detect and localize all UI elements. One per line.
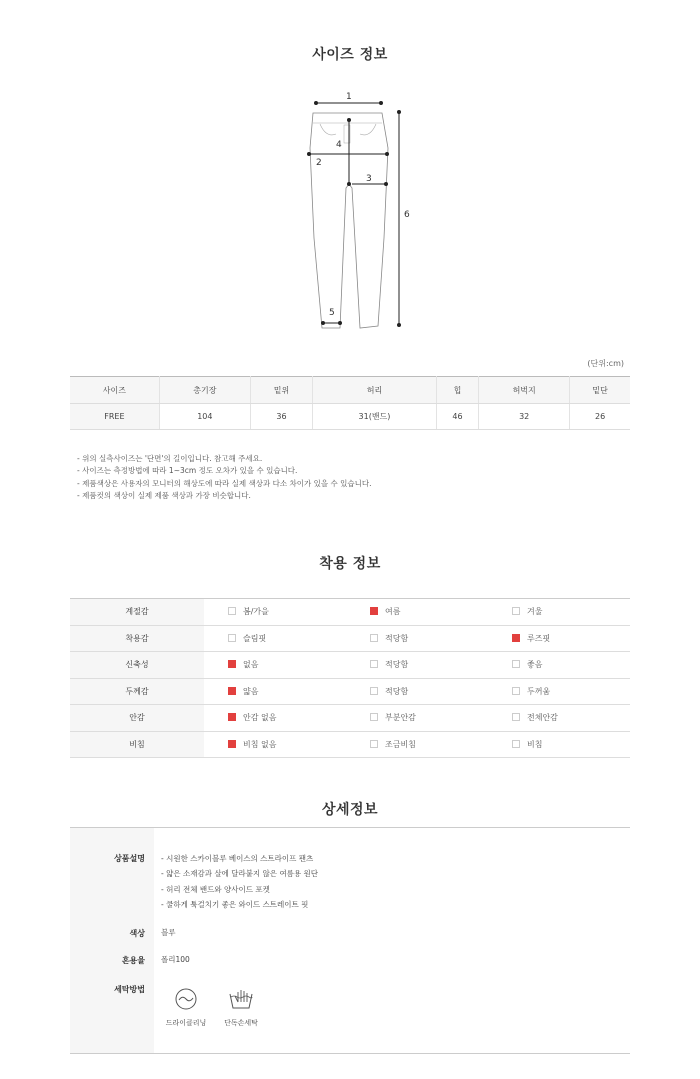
diagram-label-2: 2 (316, 158, 322, 168)
fit-option (346, 705, 488, 732)
unchecked-box-icon (512, 713, 520, 721)
size-header-hem: 밑단 (570, 377, 630, 404)
size-header-rise: 밑위 (250, 377, 312, 404)
fit-row (70, 625, 630, 652)
fit-option (204, 678, 346, 705)
fit-option (346, 731, 488, 758)
fit-row (70, 705, 630, 732)
fit-table (70, 598, 630, 758)
size-header-waist: 허리 (312, 377, 436, 404)
unchecked-box-icon (370, 740, 378, 748)
fit-option (488, 678, 630, 705)
diagram-label-3: 3 (366, 174, 372, 184)
fit-option (346, 652, 488, 679)
diagram-label-1: 1 (346, 92, 352, 102)
size-header-hip: 힙 (436, 377, 478, 404)
size-cell-rise: 36 (250, 404, 312, 430)
fit-option-label: 슬림핏 (243, 633, 267, 643)
fit-option-label: 얇음 (243, 686, 259, 696)
description-line: - 허리 전체 밴드와 양사이드 포켓 (161, 884, 270, 894)
fit-option-label: 안감 없음 (243, 713, 277, 723)
size-cell-waist: 31(밴드) (312, 404, 436, 430)
size-notes (77, 453, 372, 502)
description-line: - 얇은 소재감과 살에 달라붙지 않은 여름용 원단 (161, 869, 319, 879)
fit-option (488, 652, 630, 679)
size-header-total-length: 총기장 (159, 377, 250, 404)
material-label: 혼용율 (121, 956, 145, 965)
fit-option (346, 599, 488, 626)
fit-row-label: 비침 (70, 731, 204, 758)
fit-row-label: 계절감 (70, 599, 204, 626)
fit-option (204, 599, 346, 626)
fit-option (204, 652, 346, 679)
fit-row (70, 652, 630, 679)
size-note: - 사이즈는 측정방법에 따라 1~3cm 정도 오차가 있을 수 있습니다. (77, 466, 298, 476)
fit-option-label: 적당함 (385, 686, 409, 696)
checked-box-icon (228, 713, 236, 721)
diagram-label-4: 4 (336, 140, 342, 150)
unchecked-box-icon (370, 713, 378, 721)
fit-row-label: 착용감 (70, 625, 204, 652)
size-cell-total-length: 104 (159, 404, 250, 430)
fit-option-label: 전체안감 (527, 713, 558, 723)
size-table (70, 376, 630, 430)
fit-option (204, 731, 346, 758)
fit-option-label: 루즈핏 (527, 633, 551, 643)
color-value: 블루 (161, 928, 176, 937)
dry-cleaning-icon (174, 988, 198, 1010)
fit-row (70, 731, 630, 758)
checked-box-icon (228, 740, 236, 748)
fit-option-label: 적당함 (385, 633, 409, 643)
size-note: - 제품컷의 색상이 실제 제품 색상과 가장 비슷합니다. (77, 490, 251, 500)
checked-box-icon (512, 634, 520, 642)
fit-option-label: 겨울 (527, 607, 543, 617)
fit-option (488, 599, 630, 626)
description-line: - 쿨하게 툭걸치기 좋은 와이드 스트레이트 핏 (161, 899, 309, 909)
color-label: 색상 (129, 929, 145, 938)
size-table-row (70, 404, 630, 430)
size-cell-hip: 46 (436, 404, 478, 430)
unchecked-box-icon (370, 634, 378, 642)
unchecked-box-icon (512, 740, 520, 748)
size-header-size: 사이즈 (70, 377, 159, 404)
detail-info-panel (70, 827, 630, 1054)
fit-option (488, 705, 630, 732)
checked-box-icon (228, 687, 236, 695)
pants-measurement-diagram (300, 88, 420, 338)
size-note: - 제품색상은 사용자의 모니터의 해상도에 따라 실제 색상과 다소 차이가 있을 수 있습니다. (77, 478, 372, 488)
unchecked-box-icon (512, 660, 520, 668)
size-table-header-row (70, 377, 630, 404)
unit-label: (단위:cm) (587, 359, 624, 368)
fit-option (204, 625, 346, 652)
fit-option-label: 부분안감 (385, 713, 416, 723)
fit-row-label: 두께감 (70, 678, 204, 705)
unchecked-box-icon (370, 687, 378, 695)
fit-info-title: 착용 정보 (319, 556, 381, 572)
fit-option (346, 678, 488, 705)
wash-method-text: 드라이클리닝 (165, 1019, 207, 1027)
unchecked-box-icon (370, 660, 378, 668)
wash-method-hand-wash (211, 988, 271, 1028)
wash-method-dry-cleaning (156, 988, 216, 1028)
size-cell-size: FREE (70, 404, 159, 430)
material-value: 폴리100 (161, 955, 190, 964)
unchecked-box-icon (512, 607, 520, 615)
description-lines (161, 851, 318, 912)
fit-option (204, 705, 346, 732)
description-line: - 시원한 스카이블루 베이스의 스트라이프 팬츠 (161, 854, 314, 863)
size-header-thigh: 허벅지 (479, 377, 570, 404)
fit-option-label: 두꺼움 (527, 686, 551, 696)
fit-row-label: 안감 (70, 705, 204, 732)
diagram-label-5: 5 (329, 308, 335, 318)
fit-option-label: 조금비침 (385, 739, 416, 749)
unchecked-box-icon (228, 634, 236, 642)
fit-option-label: 없음 (243, 660, 259, 670)
size-cell-hem: 26 (570, 404, 630, 430)
fit-option-label: 좋음 (527, 660, 543, 670)
unchecked-box-icon (228, 607, 236, 615)
wash-label: 세탁방법 (114, 985, 145, 994)
diagram-label-6: 6 (404, 210, 410, 220)
fit-row-label: 신축성 (70, 652, 204, 679)
checked-box-icon (370, 607, 378, 615)
fit-option (346, 625, 488, 652)
fit-option (488, 625, 630, 652)
fit-row (70, 678, 630, 705)
fit-row (70, 599, 630, 626)
fit-option-label: 여름 (385, 607, 401, 617)
detail-info-title: 상세정보 (321, 802, 379, 818)
fit-option-label: 봄/가을 (243, 607, 269, 617)
size-note: - 위의 실측사이즈는 '단면'의 길이입니다. 참고해 주세요. (77, 454, 263, 463)
fit-option (488, 731, 630, 758)
unchecked-box-icon (512, 687, 520, 695)
fit-option-label: 비침 (527, 739, 543, 749)
fit-option-label: 적당함 (385, 660, 409, 670)
size-cell-thigh: 32 (479, 404, 570, 430)
fit-option-label: 비침 없음 (243, 739, 277, 749)
hand-wash-icon (228, 988, 254, 1010)
wash-method-text: 단독손세탁 (224, 1019, 258, 1027)
description-label: 상품설명 (114, 854, 145, 863)
checked-box-icon (228, 660, 236, 668)
size-info-title: 사이즈 정보 (312, 47, 388, 63)
